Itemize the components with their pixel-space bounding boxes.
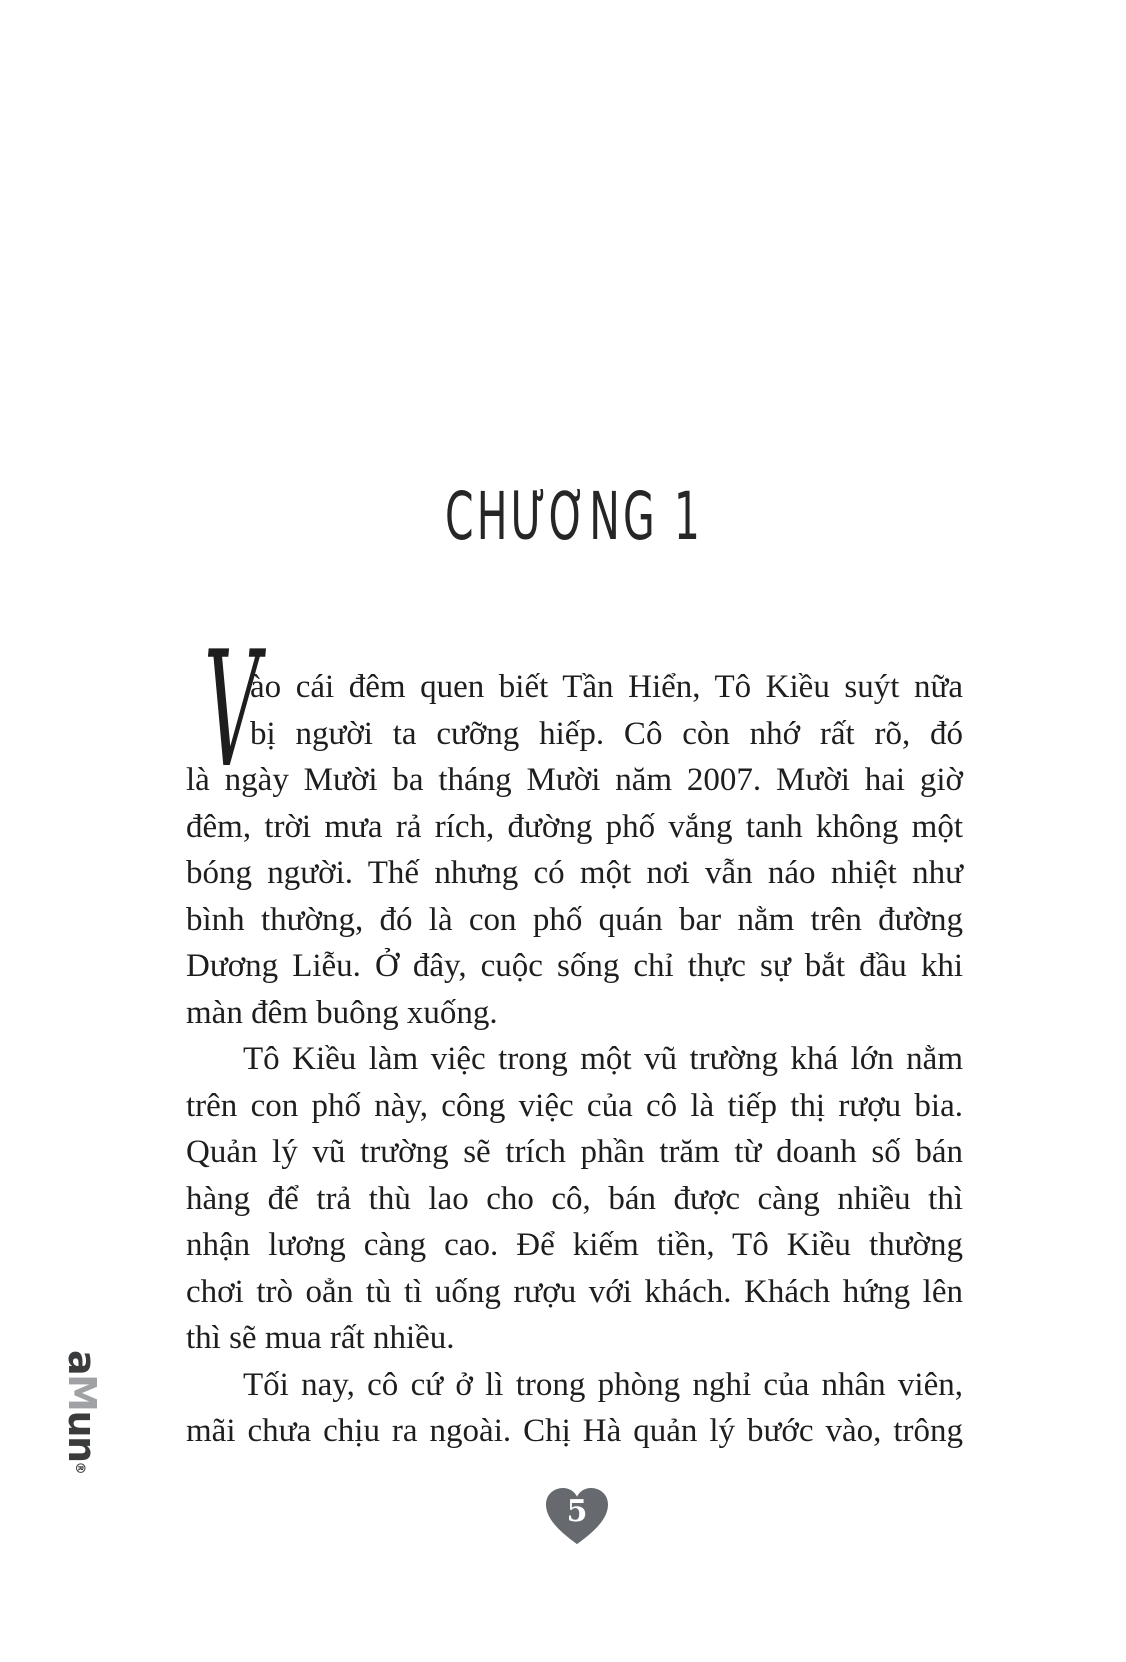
text-line: bóng người. Thế nhưng có một nơi vẫn náo nhiệt như <box>186 855 963 891</box>
drop-cap: V <box>204 616 260 803</box>
registered-trademark-icon: ® <box>72 1461 87 1475</box>
text-line: là ngày Mười ba tháng Mười năm 2007. Mười hai giờ <box>186 762 963 798</box>
text-line: bị người ta cưỡng hiếp. Cô còn nhớ rất rõ, đó <box>250 715 963 752</box>
text-line: nhận lương càng cao. Để kiếm tiền, Tô Kiều thường <box>186 1227 963 1263</box>
body-text <box>186 664 963 1455</box>
text-line: trên con phố này, công việc của cô là tiếp thị rượu bia. <box>186 1087 963 1124</box>
text-line: màn đêm buông xuống. <box>186 994 498 1031</box>
chapter-heading <box>186 478 963 555</box>
page-number-heart <box>546 1487 608 1547</box>
text-line: thì sẽ mua rất nhiều. <box>186 1320 455 1356</box>
text-line: Dương Liễu. Ở đây, cuộc sống chỉ thực sự bắt đầu khi <box>186 948 963 984</box>
text-line: Tô Kiều làm việc trong một vũ trường khá lớn nằm <box>243 1041 963 1077</box>
chapter-heading-text: CHƯƠNG 1 <box>445 478 704 555</box>
text-line: đêm, trời mưa rả rích, đường phố vắng tanh không một <box>186 808 963 845</box>
text-line: hàng để trả thù lao cho cô, bán được càng nhiều thì <box>186 1180 963 1217</box>
page-number: 5 <box>566 1494 588 1529</box>
logo-letters-un: un <box>60 1410 104 1462</box>
text-line: Tối nay, cô cứ ở lì trong phòng nghỉ của nhân viên, <box>243 1366 963 1403</box>
text-line: mãi chưa chịu ra ngoài. Chị Hà quản lý bước vào, trông <box>186 1413 963 1449</box>
publisher-logo-amun <box>60 1350 104 1475</box>
logo-letter-m: M <box>60 1374 104 1411</box>
text-line: chơi trò oẳn tù tì uống rượu với khách. Khách hứng lên <box>186 1273 963 1310</box>
text-line: Quản lý vũ trường sẽ trích phần trăm từ doanh số bán <box>186 1134 963 1170</box>
logo-letter-a: a <box>60 1350 104 1375</box>
text-line: ào cái đêm quen biết Tần Hiển, Tô Kiều suýt nữa <box>250 669 963 705</box>
text-line: bình thường, đó là con phố quán bar nằm trên đường <box>186 901 963 938</box>
